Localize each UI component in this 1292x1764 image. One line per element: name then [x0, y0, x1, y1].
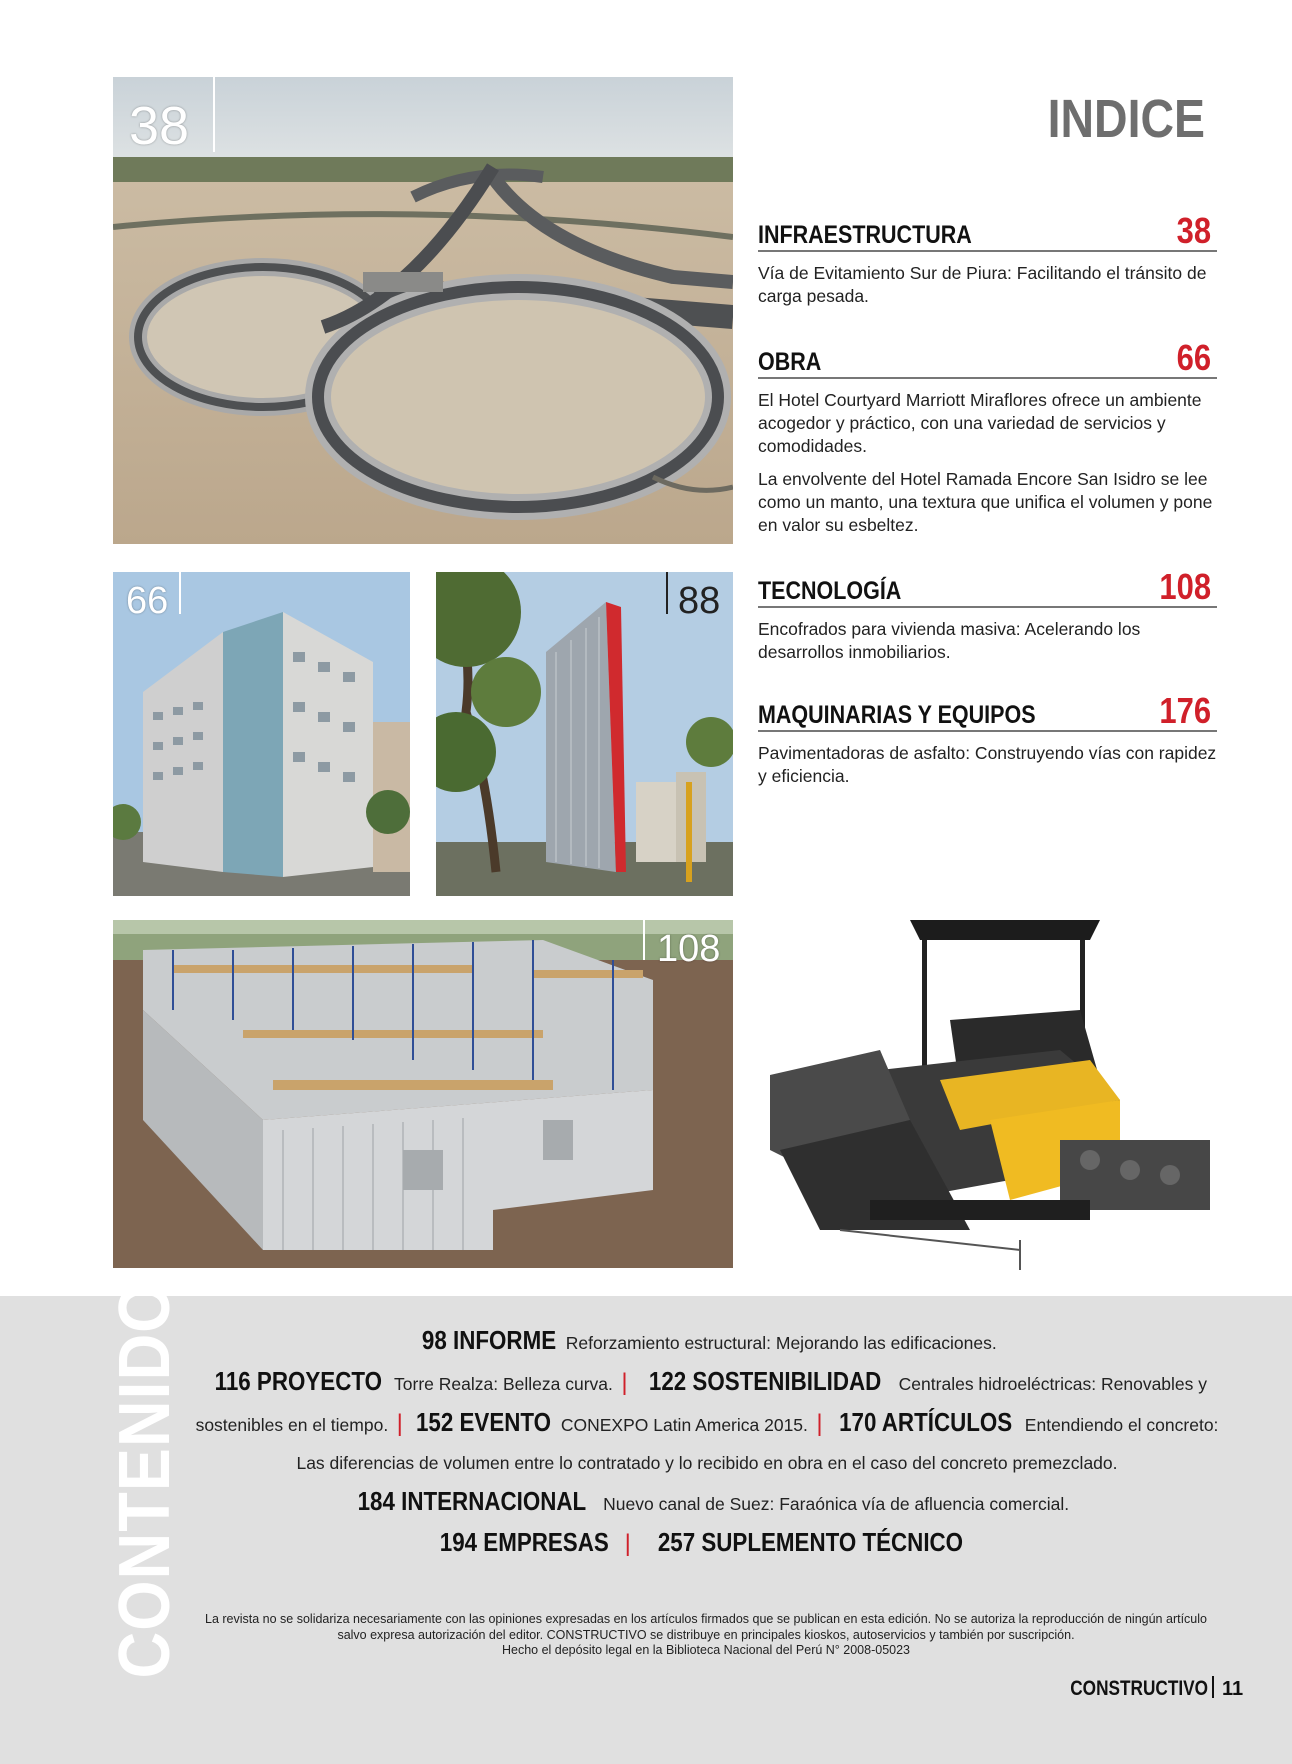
section-obra: [758, 337, 1217, 547]
contenido-list: [192, 1322, 1222, 1565]
toc-text: Entendiendo el concreto: Las diferencias de volumen entre lo contratado y lo recibido en obra en el caso del concreto premezclado.: [296, 1415, 1219, 1473]
section-page-number: 38: [1176, 210, 1211, 251]
section-description: [758, 742, 1217, 788]
toc-key: 152 EVENTO: [416, 1407, 552, 1437]
section-infraestructura: [758, 210, 1217, 318]
photo-number-66: 66: [126, 580, 169, 622]
asphalt-paver-illustration: [760, 900, 1230, 1270]
section-tecnologia: [758, 566, 1217, 674]
magazine-logo: CONSTRUCTIVO: [1070, 1677, 1208, 1700]
disclaimer-line: Hecho el depósito legal en la Biblioteca Nacional del Perú N° 2008-05023: [501, 1643, 911, 1657]
photo-number-108: 108: [657, 928, 721, 970]
toc-separator: |: [396, 1410, 403, 1437]
toc-separator: |: [624, 1530, 631, 1557]
section-header: [758, 566, 1217, 608]
section-page-number: 66: [1176, 337, 1211, 378]
interchange-illustration: [113, 77, 733, 544]
section-title: MAQUINARIAS Y EQUIPOS: [758, 701, 1036, 729]
toc-text: Reforzamiento estructural: Mejorando las edificaciones.: [565, 1333, 997, 1353]
toc-text: Centrales hidroeléctricas: Renovables y sostenibles en el tiempo.: [195, 1374, 1208, 1435]
section-header: [758, 690, 1217, 732]
contenido-label: CONTENIDO: [105, 1281, 185, 1679]
section-page-number: 108: [1159, 566, 1211, 607]
section-maquinarias: [758, 690, 1217, 798]
section-page-number: 176: [1159, 690, 1211, 731]
toc-text: Nuevo canal de Suez: Faraónica vía de afluencia comercial.: [603, 1494, 1070, 1514]
toc-key: 194 EMPRESAS: [439, 1527, 609, 1557]
section-title: OBRA: [758, 348, 822, 376]
section-title: TECNOLOGÍA: [758, 577, 902, 605]
toc-separator: |: [816, 1410, 823, 1437]
contenido-vertical-label: [105, 1281, 185, 1679]
disclaimer-line: salvo expresa autorización del editor. CONSTRUCTIVO se distribuye en principales kioskos, autoservicios y también por suscripción.: [337, 1627, 1075, 1642]
section-description: [758, 262, 1217, 308]
toc-text: Torre Realza: Belleza curva.: [394, 1374, 613, 1394]
section-paragraph: La envolvente del Hotel Ramada Encore San Isidro se lee como un manto, una textura que unifica el volumen y pone en valor su esbeltez.: [758, 469, 1213, 535]
toc-separator: |: [621, 1369, 628, 1396]
section-description: [758, 389, 1217, 537]
footer-divider: [1212, 1676, 1214, 1698]
photo-asphalt-paver: [760, 900, 1230, 1270]
page-title: INDICE: [1047, 89, 1205, 149]
section-paragraph: Pavimentadoras de asfalto: Construyendo vías con rapidez y eficiencia.: [758, 743, 1217, 786]
page-number: 11: [1222, 1678, 1244, 1700]
toc-line: [192, 1363, 1222, 1483]
section-header: [758, 210, 1217, 252]
photo-interchange: [113, 77, 733, 544]
toc-line: [192, 1322, 1222, 1363]
page-footer: [1040, 1676, 1244, 1701]
toc-key: 116 PROYECTO: [214, 1366, 382, 1396]
photo-number-38: 38: [129, 96, 190, 156]
section-description: [758, 618, 1217, 664]
photo-hotel-ramada: [436, 572, 733, 896]
photo-number-divider: [213, 77, 215, 152]
legal-disclaimer: [196, 1612, 1216, 1659]
photo-number-divider: [179, 572, 181, 614]
section-title: INFRAESTRUCTURA: [758, 221, 972, 249]
section-paragraph: Vía de Evitamiento Sur de Piura: Facilitando el tránsito de carga pesada.: [758, 263, 1207, 306]
photo-formwork: [113, 920, 733, 1268]
toc-key: 122 SOSTENIBILIDAD: [648, 1366, 882, 1396]
toc-key: 98 INFORME: [422, 1325, 557, 1355]
toc-text: CONEXPO Latin America 2015.: [560, 1415, 808, 1435]
photo-hotel-courtyard: [113, 572, 410, 896]
disclaimer-line: La revista no se solidariza necesariamente con las opiniones expresadas en los artículos firmados que se publican en esta edición. No se autoriza la reproducción de ningún artículo: [205, 1612, 1207, 1626]
photo-number-88: 88: [678, 580, 721, 622]
formwork-illustration: [113, 920, 733, 1268]
toc-line: [192, 1524, 1222, 1565]
toc-line: [192, 1483, 1222, 1524]
photo-number-divider: [666, 572, 668, 614]
toc-key: 170 ARTÍCULOS: [839, 1407, 1013, 1437]
section-header: [758, 337, 1217, 379]
toc-key: 257 SUPLEMENTO TÉCNICO: [658, 1527, 964, 1557]
toc-key: 184 INTERNACIONAL: [357, 1486, 587, 1516]
photo-number-divider: [643, 920, 645, 960]
section-paragraph: Encofrados para vivienda masiva: Acelerando los desarrollos inmobiliarios.: [758, 619, 1141, 662]
section-paragraph: El Hotel Courtyard Marriott Miraflores ofrece un ambiente acogedor y práctico, con una variedad de servicios y comodidades.: [758, 390, 1202, 456]
